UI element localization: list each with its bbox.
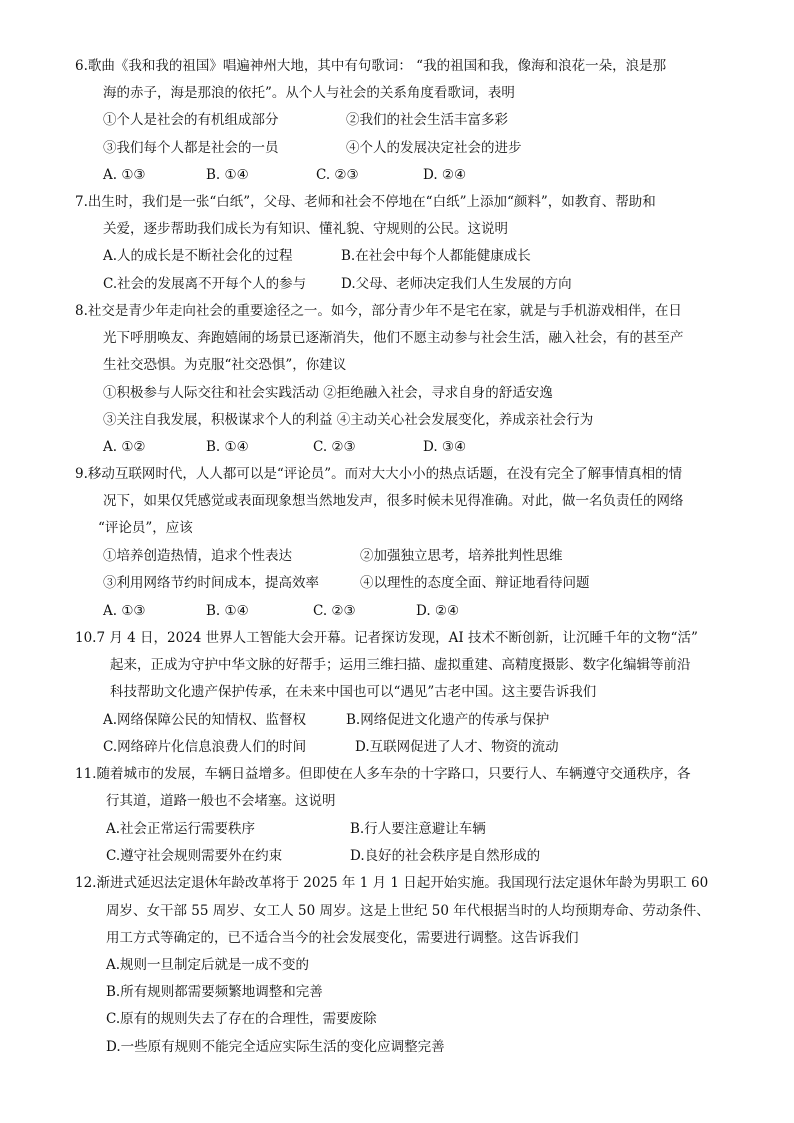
q10-option-d: D.互联网促进了人才、物资的流动 — [355, 739, 559, 755]
q12-option-d: D.一些原有规则不能完全适应实际生活的变化应调整完善 — [106, 1039, 445, 1055]
q9-stem-line3: “评论员”，应该 — [98, 520, 193, 536]
q9-option-d: D. ②④ — [416, 603, 460, 619]
q7-option-a: A.人的成长是不断社会化的过程 — [103, 248, 293, 264]
q6-stem-line2: 海的赤子，海是那浪的依托”。从个人与社会的关系角度看歌词，表明 — [103, 85, 515, 101]
q7-stem-line1: 7.出生时，我们是一张“白纸”，父母、老师和社会不停地在“白纸”上添加“颜料”，如教育、帮助和 — [75, 194, 656, 210]
q6-option-b: B. ①④ — [206, 167, 249, 183]
q12-stem-line2: 周岁、女干部 55 周岁、女工人 50 周岁。这是上世纪 50 年代根据当时的人均预期寿命、劳动条件、 — [106, 903, 710, 919]
q6-option-d: D. ②④ — [423, 167, 467, 183]
q8-stem-line3: 生社交恐惧。为克服“社交恐惧”，你建议 — [103, 357, 347, 373]
q7-option-b: B.在社会中每个人都能健康成长 — [341, 248, 531, 264]
q11-stem-line1: 11.随着城市的发展，车辆日益增多。但即使在人多车杂的十字路口，只要行人、车辆遵守交通秩序，各 — [75, 766, 691, 782]
q6-statement-2: ②我们的社会生活丰富多彩 — [346, 112, 508, 128]
q11-option-b: B.行人要注意避让车辆 — [350, 821, 486, 837]
q11-option-c: C.遵守社会规则需要外在约束 — [106, 848, 283, 864]
q8-option-d: D. ③④ — [423, 439, 467, 455]
q9-option-b: B. ①④ — [206, 603, 249, 619]
q12-option-c: C.原有的规则失去了存在的合理性，需要废除 — [106, 1011, 377, 1027]
q12-option-b: B.所有规则都需要频繁地调整和完善 — [106, 984, 323, 1000]
q9-statement-1: ①培养创造热情，追求个性表达 — [103, 548, 292, 564]
q6-statement-4: ④个人的发展决定社会的进步 — [346, 140, 522, 156]
q11-stem-line2: 行其道，道路一般也不会堵塞。这说明 — [106, 793, 336, 809]
q8-statements-1-2: ①积极参与人际交往和社会实践活动 ②拒绝融入社会，寻求自身的舒适安逸 — [103, 385, 553, 401]
q11-option-a: A.社会正常运行需要秩序 — [106, 821, 256, 837]
q9-option-a: A. ①③ — [103, 603, 146, 619]
q9-stem-line1: 9.移动互联网时代，人人都可以是“评论员”。而对大大小小的热点话题，在没有完全了解事情真相的情 — [75, 466, 683, 482]
q8-option-a: A. ①② — [103, 439, 146, 455]
q6-option-a: A. ①③ — [103, 167, 146, 183]
q6-option-c: C. ②③ — [316, 167, 359, 183]
q9-statement-2: ②加强独立思考，培养批判性思维 — [360, 548, 563, 564]
q7-option-c: C.社会的发展离不开每个人的参与 — [103, 276, 307, 292]
q9-option-c: C. ②③ — [313, 603, 356, 619]
q10-option-b: B.网络促进文化遗产的传承与保护 — [346, 712, 550, 728]
q10-stem-line3: 科技帮助文化遗产保护传承，在未来中国也可以“遇见”古老中国。这主要告诉我们 — [110, 684, 597, 700]
q6-stem-line1: 6.歌曲《我和我的祖国》唱遍神州大地，其中有句歌词： “我的祖国和我，像海和浪花一朵，浪是那 — [75, 58, 667, 74]
q10-stem-line1: 10.7 月 4 日，2024 世界人工智能大会开幕。记者探访发现，AI 技术不断创新，让沉睡千年的文物“活” — [75, 630, 698, 646]
q9-stem-line2: 况下，如果仅凭感觉或表面现象想当然地发声，很多时候未见得准确。对此，做一名负责任的网络 — [103, 493, 684, 509]
q12-stem-line3: 用工方式等确定的，已不适合当今的社会发展变化，需要进行调整。这告诉我们 — [106, 930, 579, 946]
q10-option-c: C.网络碎片化信息浪费人们的时间 — [103, 739, 307, 755]
q12-stem-line1: 12.渐进式延迟法定退休年龄改革将于 2025 年 1 月 1 日起开始实施。我国现行法定退休年龄为男职工 60 — [75, 875, 709, 891]
q10-option-a: A.网络保障公民的知情权、监督权 — [103, 712, 307, 728]
q6-statement-1: ①个人是社会的有机组成部分 — [103, 112, 279, 128]
q12-option-a: A.规则一旦制定后就是一成不变的 — [106, 957, 310, 973]
q9-statement-4: ④以理性的态度全面、辩证地看待问题 — [360, 575, 590, 591]
q7-option-d: D.父母、老师决定我们人生发展的方向 — [341, 276, 572, 292]
q6-statement-3: ③我们每个人都是社会的一员 — [103, 140, 279, 156]
q11-option-d: D.良好的社会秩序是自然形成的 — [350, 848, 541, 864]
q8-option-b: B. ①④ — [206, 439, 249, 455]
q10-stem-line2: 起来，正成为守护中华文脉的好帮手；运用三维扫描、虚拟重建、高精度摄影、数字化编辑等前沿 — [110, 657, 691, 673]
q8-option-c: C. ②③ — [313, 439, 356, 455]
q8-statements-3-4: ③关注自我发展，积极谋求个人的利益 ④主动关心社会发展变化，养成亲社会行为 — [103, 412, 594, 428]
q9-statement-3: ③利用网络节约时间成本，提高效率 — [103, 575, 319, 591]
q8-stem-line1: 8.社交是青少年走向社会的重要途径之一。如今，部分青少年不是宅在家，就是与手机游戏相伴，在日 — [75, 303, 682, 319]
q7-stem-line2: 关爱，逐步帮助我们成长为有知识、懂礼貌、守规则的公民。这说明 — [103, 221, 508, 237]
q8-stem-line2: 光下呼朋唤友、奔跑嬉闹的场景已逐渐消失，他们不愿主动参与社会生活，融入社会，有的甚至产 — [103, 330, 684, 346]
